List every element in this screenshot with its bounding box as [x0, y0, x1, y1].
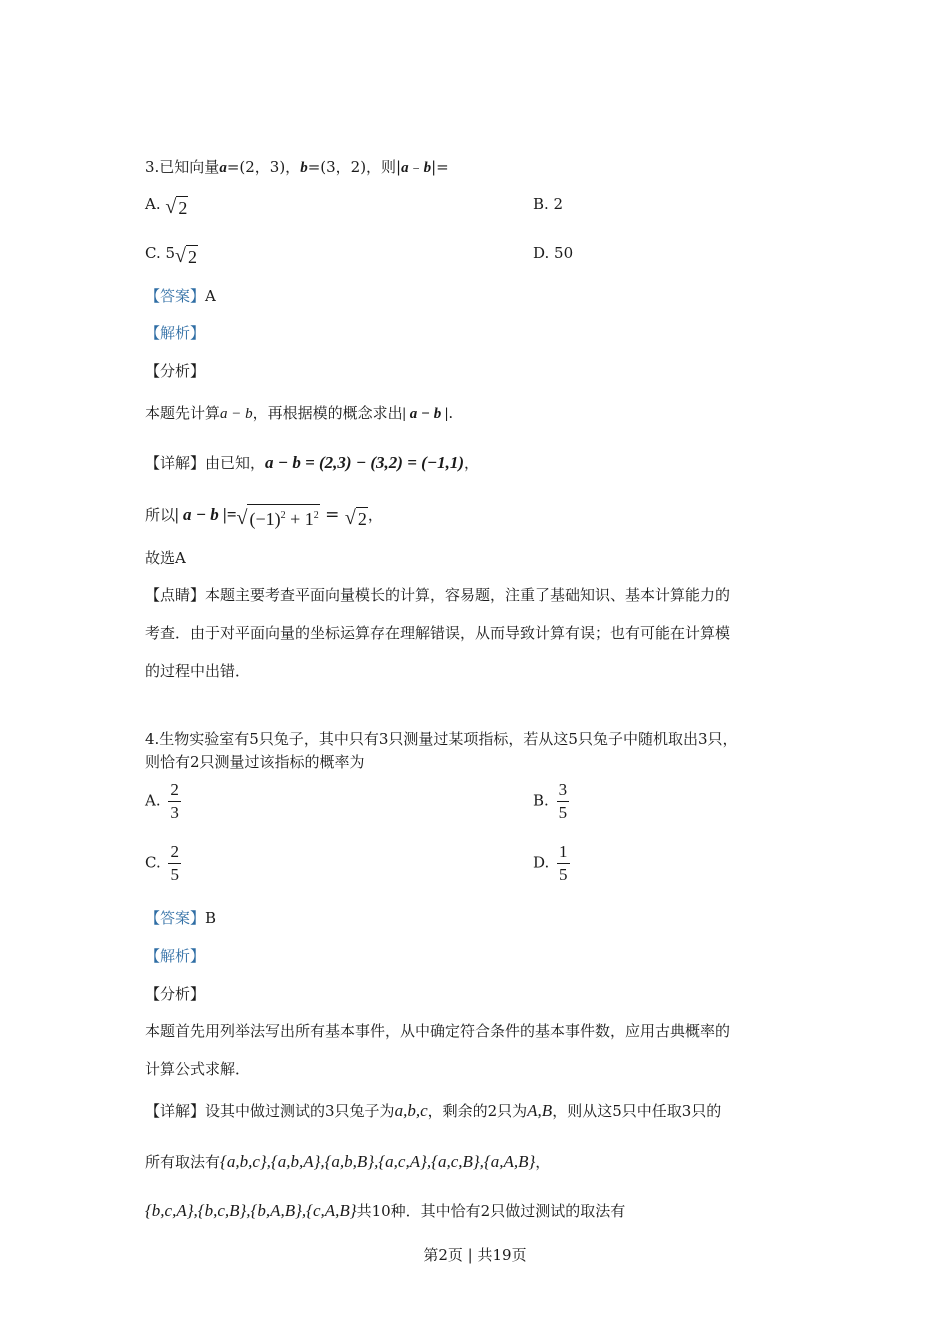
q4-fenxi-line-1: 本题首先用列举法写出所有基本事件，从中确定符合条件的基本事件数，应用古典概率的 — [145, 1022, 731, 1040]
q4-answer: 【答案】B — [145, 909, 217, 927]
q3-choose: 故选A — [145, 549, 186, 567]
q3-option-d: D. 50 — [533, 244, 574, 262]
q3-fenxi-tag: 【分析】 — [145, 362, 206, 380]
q3-answer: 【答案】A — [145, 287, 216, 305]
q3-analysis-tag: 【解析】 — [145, 324, 206, 342]
page-footer: 第2页 | 共19页 — [423, 1246, 527, 1264]
fraction: $\frac{1}{5}$ — [559, 842, 568, 884]
q4-option-c: C. $\frac{2}{5}$ — [145, 842, 179, 884]
q3-so-line: 所以| a − b |= √ $(-1)^2 + 1^2$ = √ 2 ， — [145, 505, 383, 529]
q4-option-d: D. $\frac{1}{5}$ — [533, 842, 568, 884]
q4-option-b: B. $\frac{3}{5}$ — [533, 780, 568, 822]
q3-stem: 3.已知向量a=(2，3)，b=(3，2)，则|a﹣b|= — [145, 158, 449, 176]
q3-comment-line-2: 考查．由于对平面向量的坐标运算存在理解错误，从而导致计算有误；也有可能在计算模 — [145, 624, 731, 642]
q4-fenxi-line-2: 计算公式求解． — [145, 1060, 251, 1078]
q4-detail: 【详解】设其中做过测试的3只兔子为a,b,c，剩余的2只为A,B，则从这5只中任取3只的 — [145, 1101, 722, 1120]
q4-more-cases: {b,c,A},{b,c,B},{b,A,B},{c,A,B}共10种．其中恰有2只做过测试的取法有 — [145, 1201, 626, 1220]
q4-analysis-tag: 【解析】 — [145, 947, 206, 965]
sqrt-symbol: √ 2 — [175, 245, 198, 267]
q4-option-a: A. $\frac{2}{3}$ — [145, 780, 179, 822]
sqrt-symbol: √ $(-1)^2 + 1^2$ — [237, 504, 320, 529]
fraction: $\frac{3}{5}$ — [558, 780, 568, 822]
q3-detail: 【详解】由已知，a − b = (2,3) − (3,2) = (−1,1)， — [145, 453, 480, 472]
sqrt-symbol: √ 2 — [344, 507, 367, 529]
q4-all-cases: 所有取法有{a,b,c},{a,b,A},{a,b,B},{a,c,A},{a,c,B},{a,A,B}， — [145, 1152, 551, 1171]
sqrt-symbol: √ 2 — [165, 196, 188, 218]
q4-stem-line-2: 则恰有2只测量过该指标的概率为 — [145, 753, 365, 771]
fraction: $\frac{2}{3}$ — [170, 780, 179, 822]
q3-fenxi-text: 本题先计算a − b，再根据模的概念求出| a − b |. — [145, 404, 454, 422]
q3-comment-line-3: 的过程中出错． — [145, 662, 251, 680]
q3-option-c: C. 5 √ 2 — [145, 244, 198, 267]
fraction: $\frac{2}{5}$ — [170, 842, 179, 884]
q3-option-a: A. √ 2 — [145, 195, 188, 218]
q3-comment-line-1: 【点睛】本题主要考查平面向量模长的计算，容易题，注重了基础知识、基本计算能力的 — [145, 586, 731, 604]
q4-fenxi-tag: 【分析】 — [145, 985, 206, 1003]
q4-stem-line-1: 4.生物实验室有5只兔子，其中只有3只测量过某项指标，若从这5只兔子中随机取出3只， — [145, 730, 738, 748]
q3-option-b: B. 2 — [533, 195, 564, 213]
